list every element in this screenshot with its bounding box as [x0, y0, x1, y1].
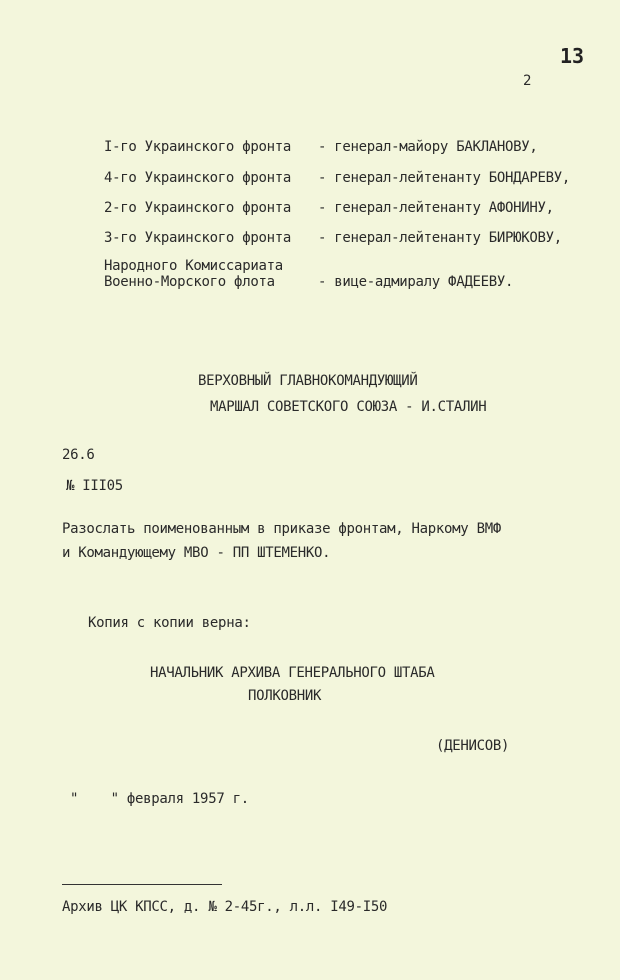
certifier-title: НАЧАЛЬНИК АРХИВА ГЕНЕРАЛЬНОГО ШТАБА — [150, 665, 435, 681]
addressee-unit: I-го Украинского фронта — [104, 139, 291, 155]
certifier-rank: ПОЛКОВНИК — [248, 688, 322, 704]
footnote-divider — [62, 884, 222, 885]
copy-certification-note: Копия с копии верна: — [88, 615, 251, 631]
order-number: № III05 — [66, 478, 123, 494]
navy-rank-name: - вице-адмиралу ФАДЕЕВУ. — [318, 274, 514, 290]
distribution-line1: Разослать поименованным в приказе фронтам, Наркому ВМФ — [62, 521, 501, 537]
addressee-unit: 3-го Украинского фронта — [104, 230, 291, 246]
addressee-rank-name: - генерал-лейтенанту БОНДАРЕВУ, — [318, 170, 570, 186]
distribution-line2: и Командующему МВО - ПП ШТЕМЕНКО. — [62, 545, 331, 561]
navy-commissariat-line2: Военно-Морского флота — [104, 274, 275, 290]
addressee-unit: 4-го Украинского фронта — [104, 170, 291, 186]
archive-reference: Архив ЦК КПСС, д. № 2-45г., л.л. I49-I50 — [62, 899, 388, 915]
navy-commissariat-line1: Народного Комиссариата — [104, 258, 283, 274]
page-number: 2 — [523, 73, 532, 89]
addressee-rank-name: - генерал-лейтенанту БИРЮКОВУ, — [318, 230, 562, 246]
addressee-rank-name: - генерал-майору БАКЛАНОВУ, — [318, 139, 538, 155]
folio-number: 13 — [560, 44, 585, 68]
certifier-name: (ДЕНИСОВ) — [436, 738, 510, 754]
addressee-rank-name: - генерал-лейтенанту АФОНИНУ, — [318, 200, 554, 216]
signature-title-line1: ВЕРХОВНЫЙ ГЛАВНОКОМАНДУЮЩИЙ — [198, 373, 418, 389]
certification-date: " " февраля 1957 г. — [70, 791, 249, 807]
order-date: 26.6 — [62, 447, 95, 463]
addressee-unit: 2-го Украинского фронта — [104, 200, 291, 216]
signature-title-line2: МАРШАЛ СОВЕТСКОГО СОЮЗА - И.СТАЛИН — [210, 399, 487, 415]
